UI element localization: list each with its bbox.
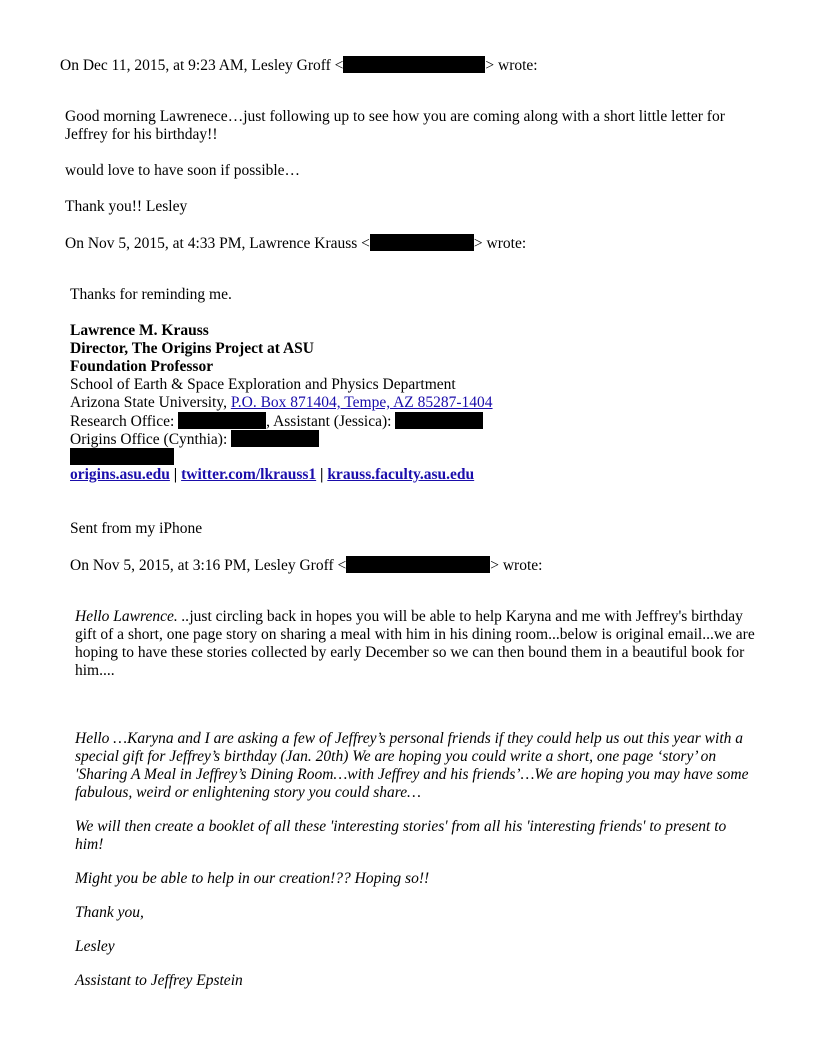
email2-paragraph: Thanks for reminding me. [70,286,232,303]
email-header-dec11 [60,56,538,75]
link-separator: | [316,466,328,483]
header-text: On Nov 5, 2015, at 4:33 PM, Lawrence Krauss < [65,235,370,252]
signature-department: School of Earth & Space Exploration and Physics Department [70,376,456,393]
signature-links [70,466,474,484]
signature-title: Foundation Professor [70,358,214,375]
redacted-contact [70,448,174,465]
original-email-paragraph: Hello …Karyna and I are asking a few of Jeffrey’s personal friends if they could help us out this year with a special gift for Jeffrey’s birthday (Jan. 20th) We are hoping you could write a short, one page ‘story’ on 'Sharing A Meal in Jeffrey’s Dining Room…with Jeffrey and his friends’…We are hoping you may have some fabulous, weird or enlightening story you could share… [75,730,749,801]
redacted-phone [231,430,319,447]
university-label: Arizona State University, [70,394,231,411]
redacted-phone [178,412,266,429]
redacted-phone [395,412,483,429]
signature-redacted-line [70,448,174,467]
email3-paragraph [75,608,755,680]
original-email-signoff: Thank you, [75,904,144,921]
email3-greeting: Hello Lawrence. .. [75,608,190,625]
address-link[interactable]: P.O. Box 871404, Tempe, AZ 85287-1404 [230,394,493,411]
header-suffix: > wrote: [490,557,543,574]
origins-office-label: Origins Office (Cynthia): [70,431,232,448]
header-suffix: > wrote: [473,235,527,252]
signature-phone-line [70,412,483,431]
signature-origins-line [70,430,319,449]
original-email-paragraph: We will then create a booklet of all these 'interesting stories' from all his 'interesting friends' to present to him! [75,818,727,853]
origins-link[interactable]: origins.asu.edu [70,466,170,483]
twitter-link[interactable]: twitter.com/lkrauss1 [181,466,317,483]
original-email-signature-name: Lesley [75,938,115,955]
assistant-label: , Assistant (Jessica): [266,413,396,430]
faculty-link[interactable]: krauss.faculty.asu.edu [327,466,475,483]
email1-signoff: Thank you!! Lesley [65,198,188,215]
signature-name: Lawrence M. Krauss [70,322,209,339]
header-text: On Dec 11, 2015, at 9:23 AM, Lesley Groff < [60,57,344,74]
research-office-label: Research Office: [70,413,179,430]
header-text: On Nov 5, 2015, at 3:16 PM, Lesley Groff < [70,557,347,574]
email-header-nov5-krauss [65,234,526,253]
original-email-paragraph: Might you be able to help in our creation!?? Hoping so!! [75,870,430,887]
email1-paragraph: Good morning Lawrenece…just following up to see how you are coming along with a short little letter for Jeffrey for his birthday!! [65,108,725,143]
email-header-nov5-groff [70,556,542,575]
redacted-email [370,234,474,251]
email1-paragraph: would love to have soon if possible… [65,162,301,179]
link-separator: | [169,466,182,483]
email3-text: just circling back in hopes you will be able to help Karyna and me with Jeffrey's birthday gift of a short, one page story on sharing a meal with him in his dining room...below is original email...we are hoping to have these stories collected by early December so we can then bound them in a beautiful book for him.... [75,608,755,679]
redacted-email [343,56,485,73]
signature-address-line [70,394,493,412]
redacted-email [346,556,490,573]
sent-from-iphone: Sent from my iPhone [70,520,203,537]
signature-title: Director, The Origins Project at ASU [70,340,314,357]
original-email-signature-title: Assistant to Jeffrey Epstein [75,972,243,989]
header-suffix: > wrote: [485,57,538,74]
